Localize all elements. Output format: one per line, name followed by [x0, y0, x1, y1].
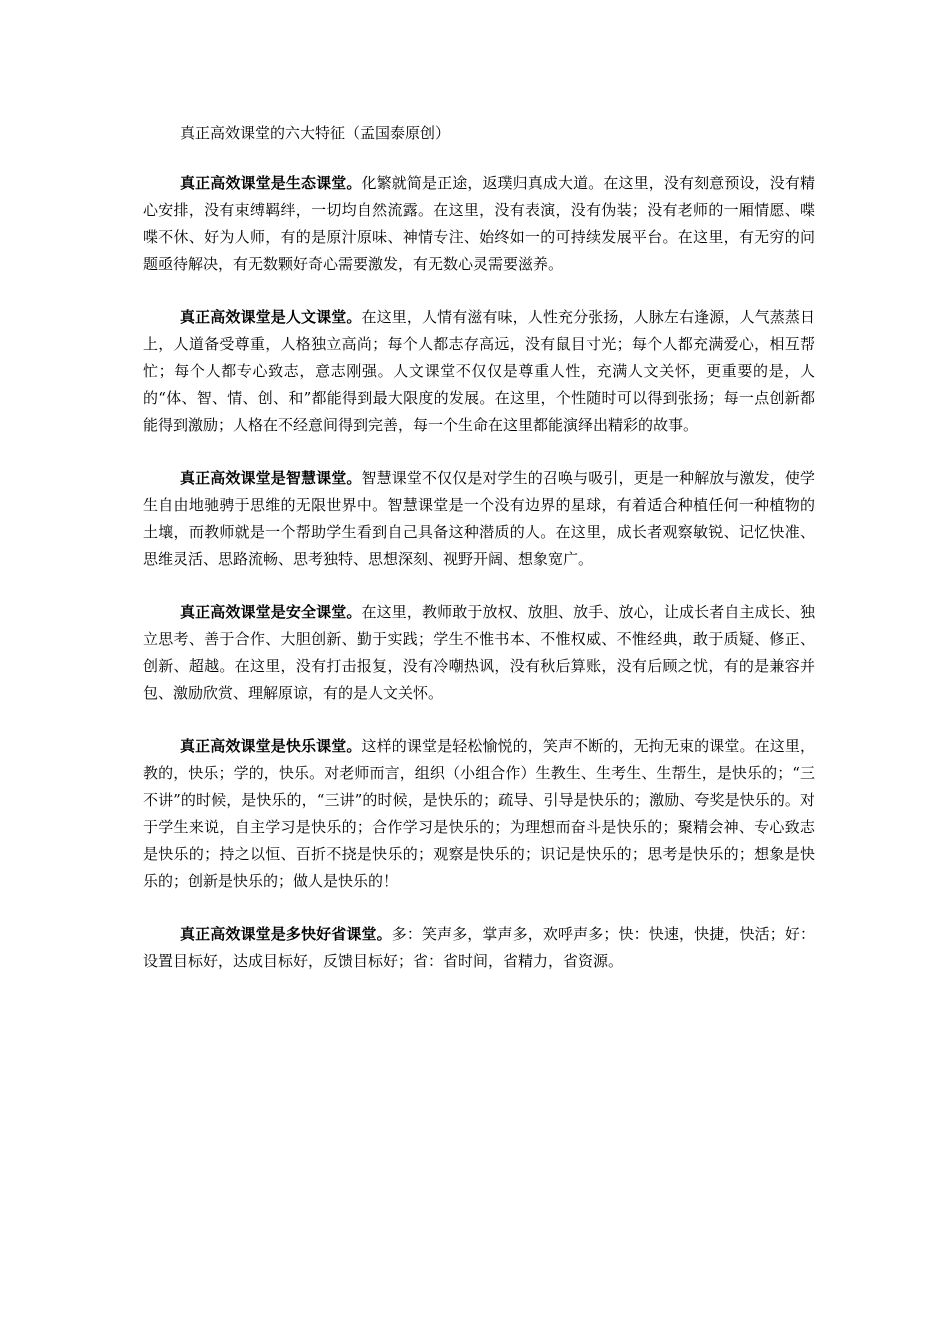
- section-body: 这样的课堂是轻松愉悦的，笑声不断的，无拘无束的课堂。在这里，教的，快乐；学的，快乐。对老师而言，组织（小组合作）生教生、生考生、生帮生，是快乐的；“三不讲”的时候，是快乐的，“三讲”的时候，是快乐的；疏导、引导是快乐的；激励、夸奖是快乐的。对于学生来说，自主学习是快乐的；合作学习是快乐的；为理想而奋斗是快乐的；聚精会神、专心致志是快乐的；持之以恒、百折不挠是快乐的；观察是快乐的；识记是快乐的；思考是快乐的；想象是快乐的；创新是快乐的；做人是快乐的！: [143, 737, 815, 890]
- section-body: 智慧课堂不仅仅是对学生的召唤与吸引，更是一种解放与激发，使学生自由地驰骋于思维的无限世界中。智慧课堂是一个没有边界的星球，有着适合种植任何一种植物的土壤，而教师就是一个帮助学生看到自己具备这种潜质的人。在这里，成长者观察敏锐、记忆快准、思维灵活、思路流畅、思考独特、思想深刻、视野开阔、想象宽广。: [143, 469, 815, 568]
- section-safe: [143, 599, 815, 707]
- section-heading: 真正高效课堂是快乐课堂。: [180, 737, 362, 755]
- section-happy: [143, 733, 815, 895]
- section-heading: 真正高效课堂是智慧课堂。: [180, 469, 362, 487]
- section-heading: 真正高效课堂是生态课堂。: [180, 174, 362, 192]
- section-body: 在这里，教师敢于放权、放胆、放手、放心，让成长者自主成长、独立思考、善于合作、大胆创新、勤于实践；学生不惟书本、不惟权威、不惟经典，敢于质疑、修正、创新、超越。在这里，没有打击报复，没有冷嘲热讽，没有秋后算账，没有后顾之忧，有的是兼容并包、激励欣赏、理解原谅，有的是人文关怀。: [143, 603, 815, 702]
- section-heading: 真正高效课堂是多快好省课堂。: [180, 925, 392, 943]
- section-wisdom: [143, 465, 815, 573]
- section-humanistic: [143, 304, 815, 439]
- section-heading: 真正高效课堂是安全课堂。: [180, 603, 362, 621]
- document-page: [143, 120, 815, 1001]
- section-efficient: [143, 921, 815, 975]
- section-ecological: [143, 170, 815, 278]
- section-heading: 真正高效课堂是人文课堂。: [180, 308, 362, 326]
- document-title: 真正高效课堂的六大特征（孟国泰原创）: [180, 124, 451, 142]
- section-body: 化繁就简是正途，返璞归真成大道。在这里，没有刻意预设，没有精心安排，没有束缚羁绊，一切均自然流露。在这里，没有表演，没有伪装；没有老师的一厢情愿、喋喋不休、好为人师，有的是原汁原味、神情专注、始终如一的可持续发展平台。在这里，有无穷的问题亟待解决，有无数颗好奇心需要激发，有无数心灵需要滋养。: [143, 174, 815, 273]
- section-body: 在这里，人情有滋有味，人性充分张扬，人脉左右逢源，人气蒸蒸日上，人道备受尊重，人格独立高尚；每个人都志存高远，没有鼠目寸光；每个人都充满爱心，相互帮忙；每个人都专心致志，意志刚强。人文课堂不仅仅是尊重人性，充满人文关怀，更重要的是，人的“体、智、情、创、和”都能得到最大限度的发展。在这里，个性随时可以得到张扬；每一点创新都能得到激励；人格在不经意间得到完善，每一个生命在这里都能演绎出精彩的故事。: [143, 308, 815, 434]
- section-body: 多：笑声多，掌声多，欢呼声多；快：快速，快捷，快活；好：设置目标好，达成目标好，反馈目标好；省：省时间，省精力，省资源。: [143, 925, 815, 970]
